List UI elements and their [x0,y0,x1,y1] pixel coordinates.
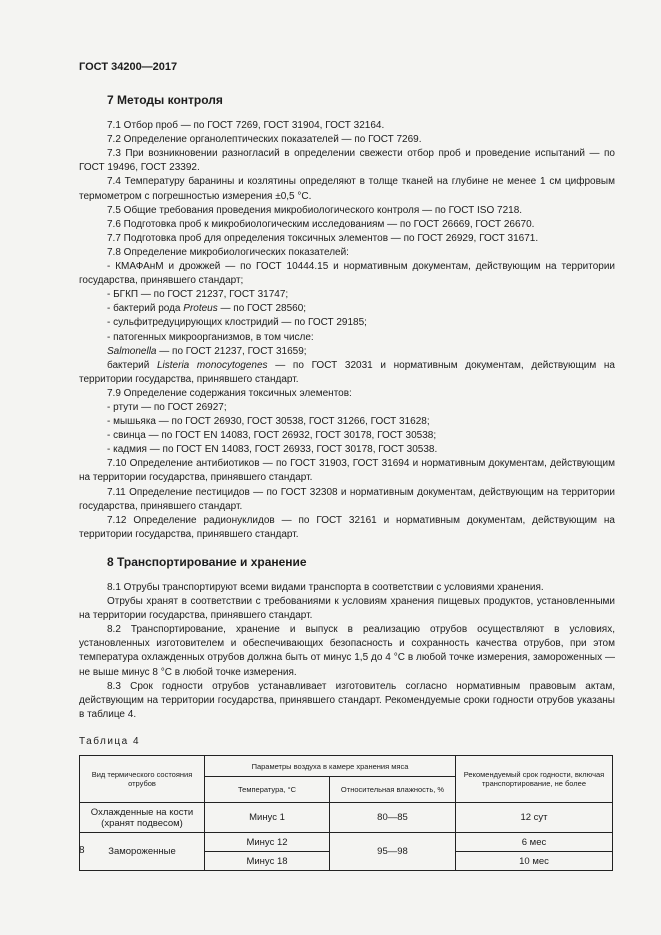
cell-temp-frozen-12: Минус 12 [205,833,330,852]
proteus-prefix: - бактерий рода [107,303,184,315]
paragraph-7-3: 7.3 При возникновении разногласий в определении свежести отбор проб и проведение испытаний — по ГОСТ 19496, ГОСТ 23392. [79,148,615,174]
cell-term-frozen-12: 6 мес [456,833,613,852]
list-item-cadmium: - кадмия — по ГОСТ EN 14083, ГОСТ 26933, ГОСТ 30178, ГОСТ 30538. [107,444,438,456]
paragraph-7-7: 7.7 Подготовка проб для определения токсичных элементов — по ГОСТ 26929, ГОСТ 31671. [107,232,539,244]
section-8-title: 8 Транспортирование и хранение [107,554,307,569]
table-row [80,833,613,852]
table-caption: Таблица 4 [79,735,141,747]
paragraph-7-11: 7.11 Определение пестицидов — по ГОСТ 32308 и нормативным документам, действующим на территории государства, принявшего стандарт. [79,486,615,512]
listeria-suffix: — по ГОСТ 32031 и нормативным документам, действующим на территории государства, принявшего стандарт. [79,359,615,385]
listeria-term: Listeria monocytogenes [157,359,268,371]
paragraph-7-4: 7.4 Температуру баранины и козлятины определяют в толще тканей на глубине не менее 1 см цифровым термометром с погрешностью измерения ±0,5 °С. [79,176,615,202]
paragraph-7-2: 7.2 Определение органолептических показателей — по ГОСТ 7269. [107,134,422,146]
proteus-term: Proteus [183,303,218,315]
paragraph-7-1: 7.1 Отбор проб — по ГОСТ 7269, ГОСТ 31904, ГОСТ 32164. [107,120,385,132]
page-content [79,93,615,871]
paragraph-7-10: 7.10 Определение антибиотиков — по ГОСТ 31903, ГОСТ 31694 и нормативным документам, действующим на территории государства, принявшего стандарт. [79,458,615,484]
paragraph-8-3: 8.3 Срок годности отрубов устанавливает изготовитель согласно нормативным правовым актам, действующим на территории государства, принявшего стандарт. Рекомендуемые сроки годности отрубов указаны в таблице 4. [79,680,615,720]
paragraph-8-1b: Отрубы хранят в соответствии с требованиями к условиям хранения пищевых продуктов, установленными на территории государства, принявшего стандарт. [79,596,615,622]
standard-header: ГОСТ 34200—2017 [79,61,178,73]
list-item-bgkp: - БГКП — по ГОСТ 21237, ГОСТ 31747; [107,289,289,301]
list-item-pathogens: - патогенных микроорганизмов, в том числе: [107,331,314,343]
cell-term-chilled: 12 сут [456,803,613,833]
paragraph-8-2: 8.2 Транспортирование, хранение и выпуск в реализацию отрубов осуществляют в условиях, установленных изготовителем и обеспечивающих безопасность и сохранность качества отрубов, при этом температура охлажденных отрубов должна быть от минус 1,5 до 4 °С в любой точке измерения, замороженных — не выше минус 8 °С в любой точке измерения. [79,624,615,678]
paragraph-7-9: 7.9 Определение содержания токсичных элементов: [107,387,352,399]
listeria-prefix: бактерий [107,359,157,371]
paragraph-7-6: 7.6 Подготовка проб к микробиологическим исследованиям — по ГОСТ 26669, ГОСТ 26670. [107,218,535,230]
table-header-row [80,756,613,777]
cell-term-frozen-18: 10 мес [456,852,613,871]
list-item-kmafanm: - КМАФАнМ и дрожжей — по ГОСТ 10444.15 и нормативным документам, действующим на территории государства, принявшего стандарт; [79,261,615,287]
header-humidity: Относительная влажность, % [330,777,456,803]
salmonella-suffix: — по ГОСТ 21237, ГОСТ 31659; [156,345,307,357]
list-item-lead: - свинца — по ГОСТ EN 14083, ГОСТ 26932, ГОСТ 30178, ГОСТ 30538; [107,430,437,442]
proteus-suffix: — по ГОСТ 28560; [217,303,307,315]
list-item-listeria [79,359,615,387]
salmonella-term: Salmonella [107,345,157,357]
page-number: 8 [79,845,85,856]
paragraph-7-5: 7.5 Общие требования проведения микробиологического контроля — по ГОСТ ISO 7218. [107,204,523,216]
paragraph-7-12: 7.12 Определение радионуклидов — по ГОСТ 32161 и нормативным документам, действующим на территории государства, принявшего стандарт. [79,514,615,540]
header-air-params: Параметры воздуха в камере хранения мяса [205,756,456,777]
paragraph-8-1: 8.1 Отрубы транспортируют всеми видами транспорта в соответствии с условиями хранения. [107,582,544,593]
section-7-title: 7 Методы контроля [107,93,223,107]
list-item-arsenic: - мышьяка — по ГОСТ 26930, ГОСТ 30538, ГОСТ 31266, ГОСТ 31628; [107,416,430,428]
cell-hum-chilled: 80—85 [330,803,456,833]
header-state: Вид термического состояния отрубов [80,756,205,803]
list-item-mercury: - ртути — по ГОСТ 26927; [107,401,227,413]
table-row [80,803,613,833]
cell-hum-frozen: 95—98 [330,833,456,871]
cell-state-frozen: Замороженные [80,833,205,871]
list-item-clostridia: - сульфитредуцирующих клостридий — по ГОСТ 29185; [107,317,367,329]
cell-state-chilled: Охлажденные на кости (хранят подвесом) [80,803,205,833]
header-temperature: Температура, °С [205,777,330,803]
storage-table [79,755,613,871]
paragraph-7-8: 7.8 Определение микробиологических показателей: [107,246,349,258]
list-item-proteus [79,302,615,316]
list-item-salmonella [79,345,615,359]
cell-temp-chilled: Минус 1 [205,803,330,833]
cell-temp-frozen-18: Минус 18 [205,852,330,871]
header-shelf-life: Рекомендуемый срок годности, включая транспортирование, не более [456,756,613,803]
